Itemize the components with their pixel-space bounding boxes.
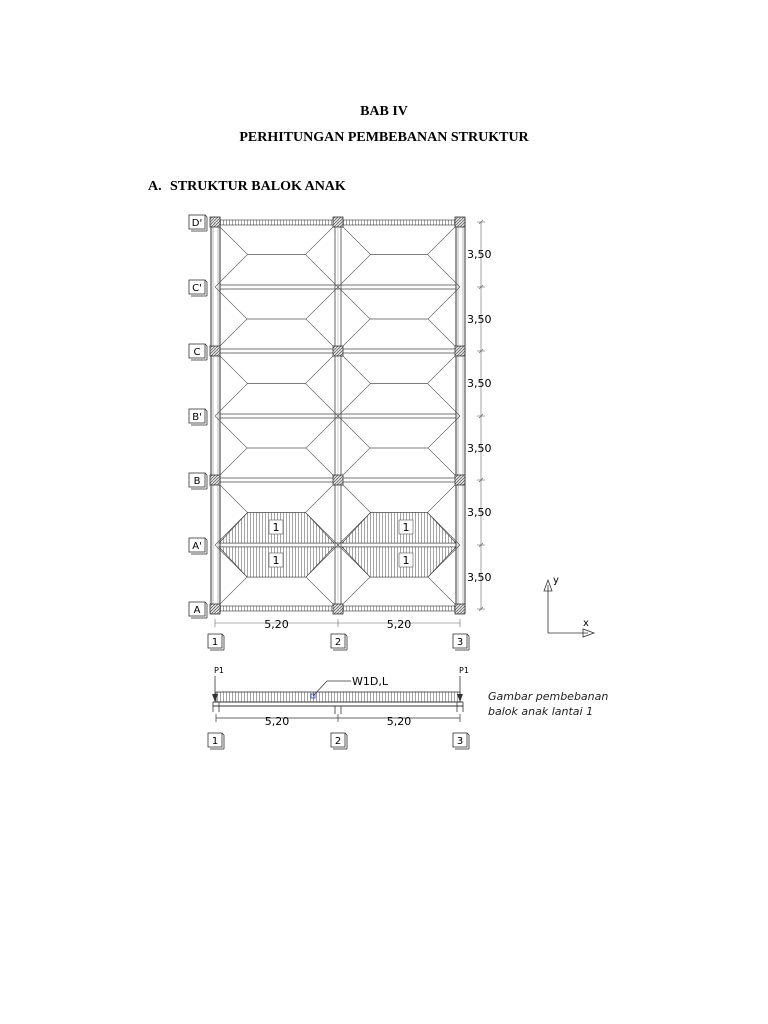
- column-spacing-label: 5,20: [264, 618, 289, 631]
- axis-x-label: x: [583, 618, 589, 629]
- row-label: D': [191, 218, 203, 229]
- caption-line-2: balok anak lantai 1: [488, 705, 594, 718]
- row-label: C': [192, 283, 202, 294]
- column-marker: [333, 475, 343, 485]
- row-label: C: [193, 347, 201, 358]
- row-label: B': [192, 412, 202, 423]
- column-spacing-label: 5,20: [386, 618, 412, 631]
- span-label: 5,20: [264, 715, 290, 728]
- column-marker: [210, 475, 220, 485]
- column-label: 3: [456, 736, 464, 747]
- column-marker: [333, 346, 343, 356]
- region-label: 1: [272, 521, 280, 534]
- column-marker: [455, 346, 465, 356]
- row-spacing-label: 3,50: [467, 313, 492, 326]
- column-marker: [455, 475, 465, 485]
- row-label: A': [192, 541, 202, 552]
- column-marker: [333, 217, 343, 227]
- distributed-load-block: [216, 692, 460, 702]
- column-label: 1: [211, 736, 219, 747]
- column-marker: [455, 217, 465, 227]
- region-label: 1: [402, 554, 410, 567]
- column-label: 3: [456, 637, 464, 648]
- caption-line-1: Gambar pembebanan: [488, 690, 609, 703]
- row-label: B: [193, 476, 201, 487]
- row-spacing-label: 3,50: [467, 377, 492, 390]
- column-marker: [210, 346, 220, 356]
- column-label: 1: [211, 637, 219, 648]
- point-load-label-right: P1: [459, 666, 469, 675]
- row-spacing-label: 3,50: [467, 571, 492, 584]
- column-marker: [455, 604, 465, 614]
- axis-y-label: y: [553, 575, 559, 586]
- column-marker: [333, 604, 343, 614]
- column-label: 2: [334, 637, 342, 648]
- axis-indicator: [544, 575, 594, 637]
- row-spacing-label: 3,50: [467, 442, 492, 455]
- section-number: A.: [148, 179, 162, 194]
- point-load-label-left: P1: [214, 666, 224, 675]
- column-label: 2: [334, 736, 342, 747]
- row-label: A: [193, 605, 201, 616]
- row-spacing-label: 3,50: [467, 248, 492, 261]
- chapter-title: PERHITUNGAN PEMBEBANAN STRUKTUR: [239, 130, 529, 145]
- region-label: 1: [272, 554, 280, 567]
- column-marker: [210, 604, 220, 614]
- region-label: 1: [402, 521, 410, 534]
- beam-load-diagram: [208, 666, 608, 749]
- distributed-load-label: W1D,L: [352, 675, 388, 688]
- row-spacing-label: 3,50: [467, 506, 492, 519]
- column-marker: [210, 217, 220, 227]
- section-title: STRUKTUR BALOK ANAK: [170, 179, 346, 194]
- span-label: 5,20: [386, 715, 412, 728]
- chapter-heading: BAB IV: [360, 104, 408, 119]
